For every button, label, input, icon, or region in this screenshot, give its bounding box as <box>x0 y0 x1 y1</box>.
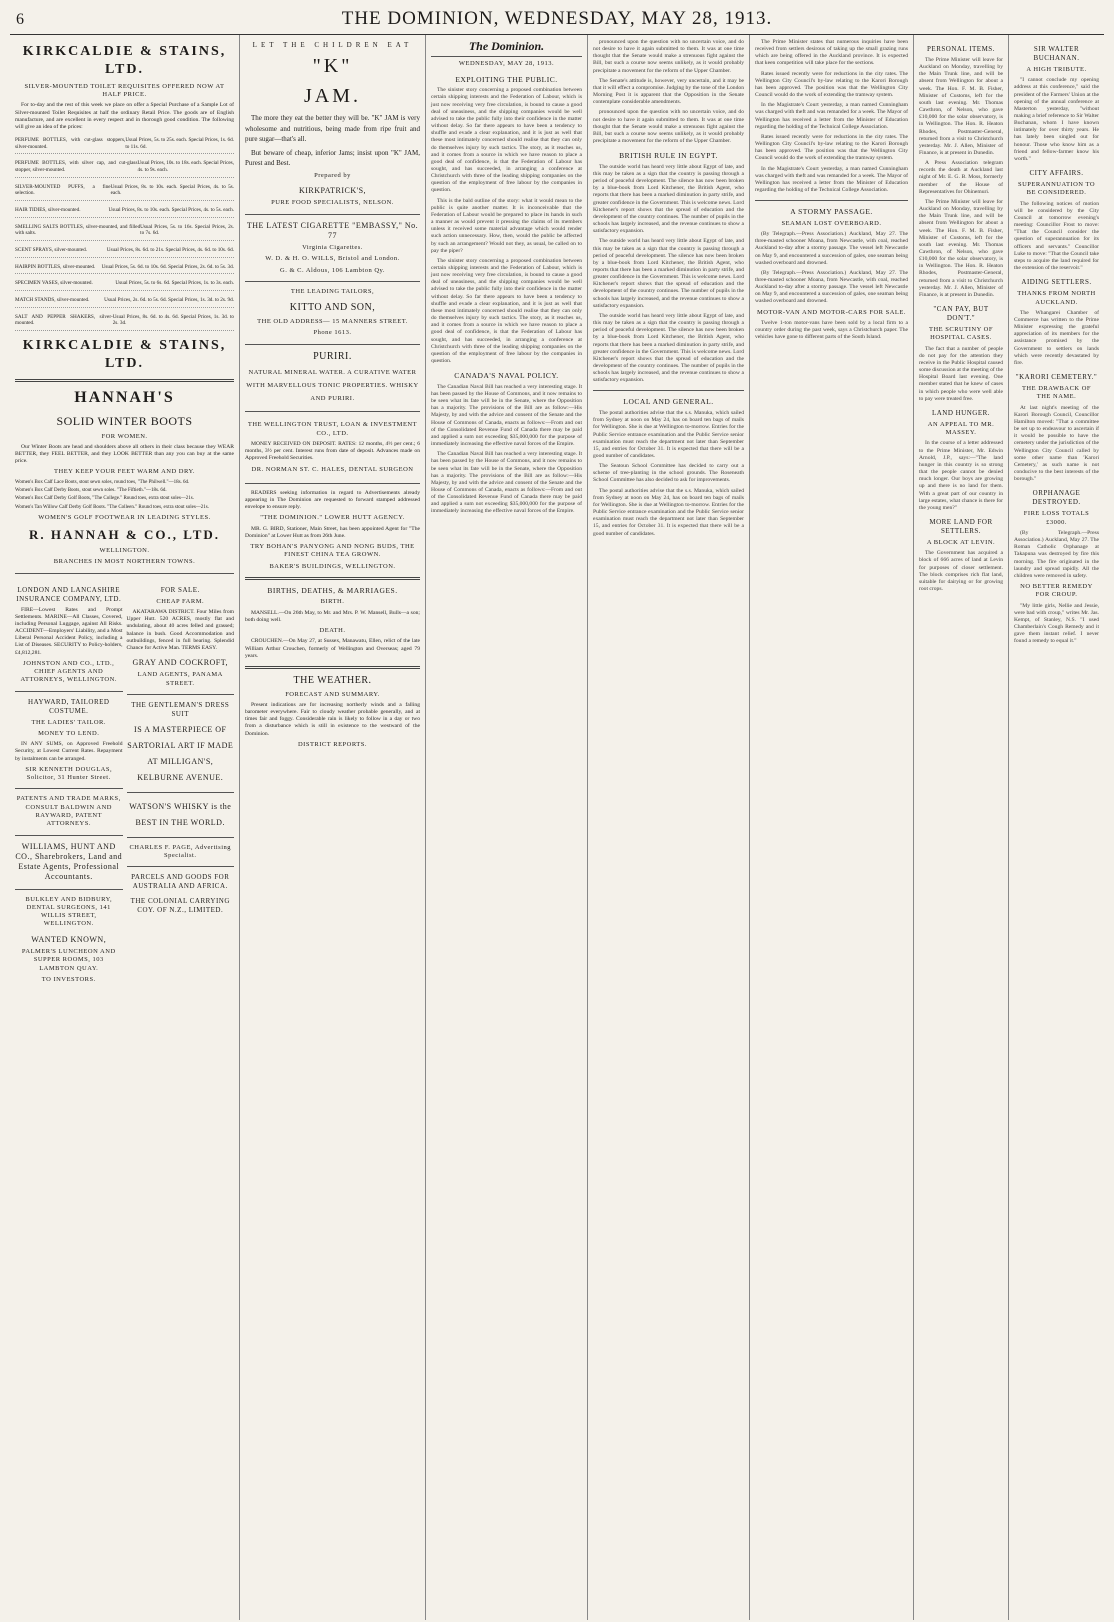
bird-notice: MR. G. BIRD, Stationer, Main Street, has been appointed Agent for "The Dominion" at Lower Hutt as from 26th June. <box>245 525 420 539</box>
croup-body: "My little girls, Nellie and Jessie, were bad with croup," writes Mr. Jas. Kempt, of Stanley, N.S. "I used Chamberlain's Cough Remedy and it gave them instant relief. I never found a remedy to equal it." <box>1014 602 1099 645</box>
col4-intro: pronounced upon the question with no uncertain voice, and do not desire to have it again submitted to them. It was at one time thought that the Senate would make a strenuous fight against the Bill, but such a course now seems unlikely, as it would probably precipitate a movement for the reform of the Upper Chamber. <box>593 39 744 74</box>
investors: TO INVESTORS. <box>41 975 96 983</box>
item-price: Usual Prices, 2s. 6d. to 5s. 6d. Special Prices, 1s. 3d. to 2s. 9d. <box>104 296 234 303</box>
patents: PATENTS AND TRADE MARKS, CONSULT BALDWIN AND RAYWARD, PATENT ATTORNEYS. <box>16 795 121 828</box>
kirkpatrick-sub: PURE FOOD SPECIALISTS, NELSON. <box>271 199 394 207</box>
land-body: In the course of a letter addressed to the Prime Minister, Mr. Edwin Arnold, J.P., says:—"The land hunger in this country is so strong that the people cannot be denied much longer. Our boys are growing up and there is no land for them. With a great part of our country in large estates, what chance is there for the young men?" <box>919 440 1003 511</box>
kirkcaldie-footer: KIRKCALDIE & STAINS, LTD. <box>22 337 227 371</box>
item-name: SALT AND PEPPER SHAKERS, silver-mounted. <box>15 313 113 327</box>
births-heading: BIRTHS, DEATHS, & MARRIAGES. <box>267 585 398 595</box>
land-sub: AN APPEAL TO MR. MASSEY. <box>927 420 995 437</box>
city-body: The following notices of motion will be considered by the City Council at tomorrow evening's meeting: Councillor Frost to move: "That the Council consider the question of superannuation for its officers and servants." Councillor Luke to move: "That the Council take steps to acquire the land required for the extension of the reservoir." <box>1014 200 1099 272</box>
personal-body-3: The Prime Minister will leave for Auckland on Monday, travelling by the Main Trunk line, and will be absent from Wellington for about a week. The Hon. F. M. B. Fisher, Minister of Customs, left for the south last evening. Mr. Thomas Cawthron, of Nelson, who gave £10,000 for the solar observatory, is in Wellington. The Hon. R. Heaton Rhodes, Postmaster-General, returned from a visit to Christchurch yesterday. Mr. J. Allen, Minister of Finance, is at present in Dunedin. <box>919 198 1003 298</box>
price-item <box>15 184 234 201</box>
hannah-branches: BRANCHES IN MOST NORTHERN TOWNS. <box>53 558 196 566</box>
embassy-title: THE LATEST CIGARETTE "EMBASSY," No. 77 <box>246 220 419 240</box>
carrying: THE COLONIAL CARRYING COY. OF N.Z., LIMITED. <box>130 897 230 915</box>
exploiting-heading: EXPLOITING THE PUBLIC. <box>455 74 558 84</box>
column-1 <box>10 35 240 1620</box>
hannah-city: WELLINGTON. <box>99 547 150 555</box>
money-lend: MONEY TO LEND. <box>38 729 100 737</box>
hannah-intro: Our Winter Boots are head and shoulders above all others in their class because they WEAR BETTER, they FEEL BETTER, and they LOOK BETTER than any you can buy at the same price. <box>15 443 234 465</box>
buchanan-heading: SIR WALTER BUCHANAN. <box>1033 45 1080 62</box>
hayward-sub: THE LADIES' TAILOR. <box>31 718 106 726</box>
column-4 <box>588 35 750 1620</box>
parcels: PARCELS AND GOODS FOR AUSTRALIA AND AFRICA. <box>131 873 230 891</box>
local-heading: LOCAL AND GENERAL. <box>623 397 714 407</box>
stormy-body-2: (By Telegraph.—Press Association.) Auckland, May 27. The three-masted schooner Moana, from Newcastle, with coal, reached Auckland to-day after a stormy passage. The vessel left Newcastle on May 9, and encountered a succession of gales, one seaman being washed overboard and drowned. <box>755 269 908 305</box>
canpay-body: The fact that a number of people do not pay for the attention they receive in the Public Hospital caused some discussion at the meeting of the Hospital Board last evening. One member stated that he knew of cases in which people who were well able to pay were treated free. <box>919 345 1003 402</box>
watson: WATSON'S WHISKY is the BEST IN THE WORLD. <box>129 801 232 827</box>
stormy-heading: A STORMY PASSAGE. <box>790 207 873 217</box>
sale-body: AKATARAWA DISTRICT. Four Miles from Upper Hutt. 520 ACRES, mostly flat and undulating, about 40 acres felled and grassed; balance in bush. Good Accommodation and outbuildings, fenced in full bearing. Splendid Chance for Active Man. TERMS EASY. <box>126 609 234 651</box>
gentleman-body: IS A MASTERPIECE OF SARTORIAL ART IF MADE AT MILLIGAN'S, KELBURNE AVENUE. <box>127 724 234 782</box>
city-sub: SUPERANNUATION TO BE CONSIDERED. <box>1017 181 1096 197</box>
more-land-heading: MORE LAND FOR SETTLERS. <box>929 518 993 535</box>
orphanage-body: (By Telegraph.—Press Association.) Auckland, May 27. The Roman Catholic Orphanage at Takapuna was destroyed by fire this morning. The fire originated in the laundry and spread rapidly. All the children were removed in safety. <box>1014 529 1099 579</box>
exploiting-body: The sinister story concerning a proposed combination between certain shipping interests and the Federation of Labour, which is just now receiving very free circulation, is bound to cause a good deal of uneasiness, and the shipping companies would be well advised to take the public fully into their confidence in the matter without delay. So far there appears to have been a tendency to shuffle and evade a clear explanation, and it is just as well that these most intimately concerned should realise that they can only do themselves injury by such tactics. The story, as it reaches us, and it comes from a source in which we have reason to place a good deal of confidence, is that the Federation of Labour has sought, and has succeeded, in arranging a conference at Christchurch with three of the leading shipping companies on the question of the employment of free labour by the companies in question. <box>431 87 582 194</box>
boot-item: Women's Tan Willow Calf Derby Golf Boots. "The Colleen." Round toes, extra stout soles—21s. <box>15 504 209 510</box>
hayward-title: HAYWARD, TAILORED COSTUME. <box>28 697 110 715</box>
charles: CHARLES F. PAGE, Advertising Specialist. <box>129 843 232 860</box>
item-name: MATCH STANDS, silver-mounted. <box>15 296 90 303</box>
item-name: HAIR TIDIES, silver-mounted. <box>15 207 81 213</box>
palmer: PALMER'S LUNCHEON AND SUPPER ROOMS, 103 LAMBTON QUAY. <box>21 948 116 972</box>
baker: BAKER'S BUILDINGS, WELLINGTON. <box>269 562 396 570</box>
british-body-3: The outside world has heard very little about Egypt of late, and this may be taken as a sign that the country is passing through a period of peaceful development. The silence has now been broken by a blue-book from Lord Kitchener, the British Agent, who reports that there has been a marked diminution in party strife, and greater confidence in the Government. This is welcome news. Lord Kitchener's report shows that the spread of education and the development of the country continues. The number of pupils in the schools has largely increased, and the revenue continues to show a satisfactory expansion. <box>593 312 744 384</box>
canada-body-2: The Canadian Naval Bill has reached a very interesting stage. It has been passed by the House of Commons, and it now remains to be seen what its fate will be in the Senate, where the Opposition has a majority. The provisions of the Bill are as follow:—His Majesty, by and with the advice and consent of the Senate and the House of Commons of Canada, enacts as follows:—From and out of the Consolidated Revenue Fund of Canada there may be paid and applied a sum not exceeding $35,000,000 for the purpose of immediately increasing the effective naval forces of the Empire. <box>431 451 582 515</box>
col1-lower <box>15 580 234 987</box>
british-body: The outside world has heard very little about Egypt of late, and this may be taken as a sign that the country is passing through a period of peaceful development. The silence has now been broken by a blue-book from Lord Kitchener, the British Agent, who reports that there has been a marked diminution in party strife, and greater confidence in the Government. This is welcome news. Lord Kitchener's report shows that the spread of education and the development of the country continues. The number of pupils in the schools has largely increased, and the revenue continues to show a satisfactory expansion. <box>593 163 744 235</box>
forecast-heading: FORECAST AND SUMMARY. <box>285 690 380 698</box>
column-2 <box>240 35 426 1620</box>
item-price: Usual Prices, 8s. to 10s. each. Special Prices, 4s. to 5s. each. <box>108 207 234 213</box>
jam-word: JAM. <box>303 84 361 107</box>
district-heading: DISTRICT REPORTS. <box>297 740 368 748</box>
puriri: PURIRI. <box>313 350 352 362</box>
item-name: SMELLING SALTS BOTTLES, silver-mounted, and filled with salts. <box>15 223 141 237</box>
wellington-trust: THE WELLINGTON TRUST, LOAN & INVESTMENT CO., LTD. <box>247 421 418 437</box>
item-name: SPECIMEN VASES, silver-mounted. <box>15 280 93 287</box>
aiding-body: The Whangarei Chamber of Commerce has written to the Prime Minister expressing the grateful appreciation of its members for the assistance promised by the Government to settlers on lands which were recently devastated by fire. <box>1014 309 1099 366</box>
item-price: Usual Prices, 5s. to 6s. 6d. Special Prices, 1s. to 3s. each. <box>115 280 234 287</box>
embassy-maker: W. D. & H. O. WILLS, Bristol and London. <box>265 255 400 263</box>
bulkley: BULKLEY AND BIDBURY, DENTAL SURGEONS, 141 WILLIS STREET, WELLINGTON. <box>25 895 113 928</box>
item-price: Usual Prices, 8s. 6d. to 21s. Special Prices, 4s. 6d. to 10s. 6d. <box>106 246 234 253</box>
jam-k: "K" <box>312 54 353 77</box>
death-body: CROUCHEN.—On May 27, at Sussex, Manawatu, Ellen, relict of the late William Arthur Crouchen, formerly of Wellington and Overseas; aged 79 years. <box>245 638 420 659</box>
col5-body-3: Rates issued recently were for reductions in the city rates. The Wellington City Council's by-law relating to the Karori Borough has been approved. The position was that the Wellington City Council would do the work of extending the tramway system. <box>755 133 908 162</box>
item-price: Usual Prices, 8s. to 10s. each. Special Prices, 4s. to 5s. each. <box>110 183 234 197</box>
item-price: Usual Prices, 5s. to 25s. each. Special Prices, 1s. 6d. to 11s. 6d. <box>125 137 234 150</box>
embassy-agent: G. & C. Aldous, 106 Lambton Qy. <box>280 266 385 274</box>
dominion-agency: "THE DOMINION." LOWER HUTT AGENCY. <box>260 514 405 522</box>
forecast-body: Present indications are for increasing northerly winds and a falling barometer everywhere. Fair to cloudy weather probable generally, and at times fair and foggy. Considerable rain is likely to follow in a day or two from a disturbance which is still in existence to the westward of the Dominion. <box>245 701 420 737</box>
kenneth: SIR KENNETH DOUGLAS, Solicitor, 31 Hunter Street. <box>25 765 113 782</box>
personal-body: The Prime Minister will leave for Auckland on Monday, travelling by the Main Trunk line, and will be absent from Wellington for about a week. The Hon. F. M. B. Fisher, Minister of Customs, left for the south last evening. Mr. Thomas Cawthron, of Nelson, who gave £10,000 for the solar observatory, is in Wellington. The Hon. R. Heaton Rhodes, Postmaster-General, returned from a visit to Christchurch yesterday. Mr. J. Allen, Minister of Finance, is at present in Dunedin. <box>919 56 1003 156</box>
paper-title: The Dominion. <box>431 39 582 57</box>
item-name: PERFUME BOTTLES, with cut-glass stoppers, silver-mounted. <box>15 137 126 150</box>
item-name: SCENT SPRAYS, silver-mounted. <box>15 246 87 253</box>
kitto: KITTO AND SON, <box>289 302 376 314</box>
col5-body-2: In the Magistrate's Court yesterday, a man named Cunningham was charged with theft and was remanded for a week. The Mayor of Wellington has received a letter from the Minister of Education regarding the holding of the Technical College Association. <box>755 102 908 130</box>
leading-tailors: THE LEADING TAILORS, <box>290 287 375 295</box>
price-item <box>15 224 234 241</box>
readers-notice: READERS seeking information in regard to Advertisements already appearing in The Dominion are requested to forward stamped addressed envelope to ensure reply. <box>245 489 420 511</box>
wanted: WANTED KNOWN, <box>31 934 107 944</box>
gray-title: GRAY AND COCKROFT, <box>132 657 229 667</box>
block-sub: A BLOCK AT LEVIN. <box>926 538 996 546</box>
hannah-for: FOR WOMEN. <box>101 432 148 440</box>
jam-let: LET THE CHILDREN EAT <box>252 41 413 49</box>
masthead-title: THE DOMINION, WEDNESDAY, MAY 28, 1913. <box>341 8 773 29</box>
karori-heading: "KARORI CEMETERY." <box>1015 373 1098 382</box>
orphanage-sub: FIRE LOSS TOTALS £3000. <box>1023 510 1090 526</box>
boot-list <box>15 480 234 512</box>
col4-body: The Senate's attitude is, however, very uncertain, and it may be that it will effect a compromise. Judging by the tone of the London Morning Post it is apparent that the Opposition in the Senate contemplate considerable amendments. <box>593 77 744 106</box>
trust-body: MONEY RECEIVED ON DEPOSIT. RATES: 12 months, 4½ per cent.; 6 months, 3½ per cent. Interest runs from date of deposit. Advances made on Approved Freehold Securities. <box>245 441 420 462</box>
item-price: Usual Prices, 5s. 6d. to 10s. 6d. Special Prices, 2s. 6d. to 5s. 3d. <box>101 263 234 270</box>
price-item <box>15 264 234 275</box>
item-name: SILVER-MOUNTED PUFFS, a fine selection. <box>15 183 111 197</box>
col5-body-4: In the Magistrate's Court yesterday, a man named Cunningham was charged with theft and was remanded for a week. The Mayor of Wellington has received a letter from the Minister of Education regarding the holding of the Technical College Association. <box>755 165 908 193</box>
price-item <box>15 280 234 291</box>
hannah-subtitle: SOLID WINTER BOOTS <box>56 414 193 429</box>
puriri-body: NATURAL MINERAL WATER. A CURATIVE WATER WITH MARVELLOUS TONIC PROPERTIES. WHISKY AND PURIRI. <box>246 369 419 403</box>
death-label: DEATH. <box>319 627 346 635</box>
exploiting-body-3: The sinister story concerning a proposed combination between certain shipping interests and the Federation of Labour, which is just now receiving very free circulation, is bound to cause a good deal of uneasiness, and the shipping companies would be well advised to take the public fully into their confidence in the matter without delay. So far there appears to have been a tendency to shuffle and evade a clear explanation, and it is just as well that these most intimately concerned should realise that they can only do themselves injury by such tactics. The story, as it reaches us, and it comes from a source in which we have reason to place a good deal of confidence, is that the Federation of Labour has sought, and has succeeded, in arranging a conference at Christchurch with three of the leading shipping companies on the question of the employment of free labour by the companies in question. <box>431 257 582 365</box>
motor-body: Twelve 1-ton motor-vans have been sold by a local firm to a country order during the past week, says a Christchurch paper. The vehicles have gone to different parts of the South Island. <box>755 319 908 341</box>
boot-item: Women's Box Calf Derby Golf Boots, "The College." Round toes, extra stout soles—21s. <box>15 496 195 502</box>
canada-body: The Canadian Naval Bill has reached a very interesting stage. It has been passed by the House of Commons, and it now remains to be seen what its fate will be in the Senate, where the Opposition has a majority. The provisions of the Bill are as follow:—His Majesty, by and with the advice and consent of the Senate and the House of Commons of Canada, enacts as follows:—From and out of the Consolidated Revenue Fund of Canada there may be paid and applied a sum not exceeding $35,000,000 for the purpose of immediately increasing the effective naval forces of the Empire. <box>431 383 582 448</box>
item-price: Usual Prices, 8s. 6d. to 4s. 6d. Special Prices, 1s. 3d. to 2s. 3d. <box>112 313 234 327</box>
kitto-address: THE OLD ADDRESS— 15 MANNERS STREET. <box>257 318 408 326</box>
aiding-sub: THANKS FROM NORTH AUCKLAND. <box>1017 290 1096 306</box>
column-3 <box>426 35 588 1620</box>
column-6 <box>914 35 1009 1620</box>
local-body-2: The Seatoun School Committee has decided to carry out a scheme of tree-planting in the school grounds. The Roseneath School Committee has also decided to ask for improvements. <box>593 463 744 484</box>
col4-intro-2: pronounced upon the question with no uncertain voice, and do not desire to have it again submitted to them. It was at one time thought that the Senate would make a strenuous fight against the Bill, but such a course now seems unlikely, as it would probably precipitate a movement for the reform of the Upper Chamber. <box>593 109 744 145</box>
canada-heading: CANADA'S NAVAL POLICY. <box>454 371 559 381</box>
croup-heading: NO BETTER REMEDY FOR CROUP. <box>1020 582 1093 599</box>
kirkcaldie-subtitle: SILVER-MOUNTED TOILET REQUISITES OFFERED NOW AT HALF PRICE. <box>24 82 225 99</box>
price-item <box>15 207 234 218</box>
item-price: Usual Prices, 10s. to 18s. each. Special Prices, 4s. to 9s. each. <box>137 160 234 174</box>
canpay-heading: "CAN PAY, BUT DON'T." <box>933 305 989 323</box>
karori-body: At last night's meeting of the Karori Borough Council, Councillor Hamilton moved: "That a committee be set up to endeavour to ascertain if it would be possible to have the cemetery under the jurisdiction of the Wellington City Council called by some other name than 'Karori Cemetery,' as such name is not conducive to the best interests of the borough." <box>1014 404 1099 483</box>
karori-sub: THE DRAWBACK OF THE NAME. <box>1021 385 1092 401</box>
page-number: 6 <box>16 11 24 28</box>
gentleman-title: THE GENTLEMAN'S DRESS SUIT <box>131 700 230 718</box>
city-heading: CITY AFFAIRS. <box>1029 169 1084 178</box>
col5-body: Rates issued recently were for reductions in the city rates. The Wellington City Council's by-law relating to the Karori Borough has been approved. The position was that the Wellington City Council would do the work of extending the tramway system. <box>755 70 908 99</box>
tribute-sub: A HIGH TRIBUTE. <box>1026 65 1087 73</box>
kirkcaldie-intro: For to-day and the rest of this week we place on offer a Special Purchase of a Sample Lot of Silver-mounted Toilet Requisites at half the ordinary Retail Price. The goods are of English manufacture, and are excellent in every respect and in thorough good condition. The following will give an idea of the prices: <box>15 102 234 130</box>
block-body: The Government has acquired a block of 666 acres of land at Levin for purposes of closer settlement. The block comprises rich flat land, suitable for dairying or for growing root crops. <box>919 550 1003 593</box>
land-heading: LAND HUNGER. <box>931 408 991 417</box>
sale-farm: CHEAP FARM. <box>156 597 205 605</box>
motor-heading: MOTOR-VAN AND MOTOR-CARS FOR SALE. <box>756 308 906 316</box>
london-body: FIRE—Lowest Rates and Prompt Settlements. MARINE—All Classes, Covered, including Personal Luggage, against All Risks. ACCIDENT—Employers' Liability, and a Most Liberal Personal Accident Policy, including a List of Diseases. SECURITY to Policy-holders, £4,812,281. <box>15 606 123 656</box>
stormy-body: (By Telegraph.—Press Association.) Auckland, May 27. The three-masted schooner Moana, from Newcastle, with coal, reached Auckland to-day after a stormy passage. The vessel left Newcastle on May 9, and encountered a succession of gales, one seaman being washed overboard and drowned. <box>755 231 908 266</box>
price-item <box>15 160 234 177</box>
columns <box>10 35 1104 1620</box>
bohan: TRY BOHAN'S PANYONG AND NONG BUDS, THE FINEST CHINA TEA GROWN. <box>250 542 415 559</box>
stormy-sub: SEAMAN LOST OVERBOARD. <box>781 219 882 227</box>
birth-body: MANSELL.—On 26th May, to Mr. and Mrs. P. W. Mansell, Bulls—a son; both doing well. <box>245 609 420 623</box>
column-7 <box>1009 35 1104 1620</box>
item-name: PERFUME BOTTLES, with silver cap, and cut-glass stopper, silver-mounted. <box>15 160 138 174</box>
personal-body-2: A Press Association telegram records the death at Auckland last night of Mr. E. G. B. Moss, formerly member of the House of Representatives for Ohinemuri. <box>919 160 1003 195</box>
money-body: IN ANY SUMS, on Approved Freehold Security, at Lowest Current Rates. Repayment by instalments can be arranged. <box>15 741 123 762</box>
birth-label: BIRTH. <box>320 598 345 606</box>
item-name: HAIRPIN BOTTLES, silver-mounted. <box>15 263 96 270</box>
kirkpatrick: KIRKPATRICK'S, <box>298 185 367 195</box>
masthead <box>10 6 1104 35</box>
embassy-sub: Virginia Cigarettes. <box>302 243 363 251</box>
canpay-sub: THE SCRUTINY OF HOSPITAL CASES. <box>929 326 993 342</box>
jam-prepared: Prepared by <box>314 171 351 179</box>
price-item <box>15 297 234 308</box>
london-title: LONDON AND LANCASHIRE INSURANCE COMPANY, LTD. <box>16 585 122 603</box>
williams: WILLIAMS, HUNT AND CO., Sharebrokers, Land and Estate Agents, Professional Accountants. <box>15 841 123 882</box>
price-item <box>15 314 234 331</box>
orphanage-heading: ORPHANAGE DESTROYED. <box>1032 489 1081 507</box>
hannah-tagline: THEY KEEP YOUR FEET WARM AND DRY. <box>54 468 195 476</box>
jam-beware: But beware of cheap, inferior Jams; insist upon "K" JAM, Purest and Best. <box>245 148 420 168</box>
price-item <box>15 247 234 258</box>
aiding-heading: AIDING SETTLERS. <box>1021 278 1092 287</box>
personal-heading: PERSONAL ITEMS. <box>927 45 995 53</box>
british-body-2: The outside world has heard very little about Egypt of late, and this may be taken as a sign that the country is passing through a period of peaceful development. The silence has now been broken by a blue-book from Lord Kitchener, the British Agent, who reports that there has been a marked diminution in party strife, and greater confidence in the Government. This is welcome news. Lord Kitchener's report shows that the spread of education and the development of the country continues. The number of pupils in the schools has largely increased, and the revenue continues to show a satisfactory expansion. <box>593 238 744 309</box>
gray-sub: LAND AGENTS, PANAMA STREET. <box>137 671 223 687</box>
kitto-phone: Phone 1613. <box>313 329 352 337</box>
local-body-3: The postal authorities advise that the s.s. Manuka, which sailed from Sydney at noon on May 24, has on board ten bags of mails for Wellington. She is due at Wellington to-morrow. Entries for the Public Service entrance examination and the Public Service senior examination must reach the department not later than September 15, and entries for October 31. It is expected that there will be a good number of candidates. <box>593 487 744 537</box>
local-body: The postal authorities advise that the s.s. Manuka, which sailed from Sydney at noon on May 24, has on board ten bags of mails for Wellington. She is due at Wellington to-morrow. Entries for the Public Service entrance examination and the Public Service senior examination must reach the department not later than September 15, and entries for October 31. It is expected that there will be a good number of candidates. <box>593 410 744 459</box>
hannah-company: R. HANNAH & CO., LTD. <box>28 526 221 542</box>
col5-intro: The Prime Minister states that numerous inquiries have been received from settlers desirous of taking up the small grazing runs which are being offered in the Auckland province. It is expected that keen competition will take place for the sections. <box>755 39 908 67</box>
weather-heading: THE WEATHER. <box>293 674 372 686</box>
toilet-price-list <box>15 137 234 331</box>
hannah-title: HANNAH'S <box>74 388 175 406</box>
british-heading: BRITISH RULE IN EGYPT. <box>619 151 718 161</box>
exploiting-body-2: This is the bald outline of the story: what it would mean to the public is quite another matter. It is inconceivable that the Federation of Labour would be prepared to place its hands in such a manner as would prevent it pressing the claims of its members unless it received some material advantage which would render such action unnecessary. How, then, would the public be affected by such an arrangement? Would not they, as usual, be called on to pay the piper? <box>431 197 582 254</box>
buchanan-body: "I cannot conclude my opening address at this conference," said the president of the Farmers' Union at the opening of the annual conference at Masterton yesterday, "without making a brief reference to Sir Walter Buchanan, whom I have known intimately for over thirty years. He has lately been singled out for honour. Those who know him as a friend and fellow-farmer know his worth." <box>1014 77 1099 162</box>
kirkcaldie-title: KIRKCALDIE & STAINS, LTD. <box>22 44 227 77</box>
column-5 <box>750 35 914 1620</box>
leader-date: WEDNESDAY, MAY 28, 1913. <box>458 60 555 68</box>
norman: DR. NORMAN ST. C. HALES, DENTAL SURGEON <box>251 465 414 473</box>
jam-body: The more they eat the better they will be. "K" JAM is very wholesome and nutritious, being made from ripe fruit and pure sugar—that's all. <box>245 114 420 144</box>
item-price: Usual Prices, 5s. to 16s. Special Prices, 2s. to 7s. 6d. <box>140 223 234 237</box>
hannah-footwear: WOMEN'S GOLF FOOTWEAR IN LEADING STYLES. <box>38 514 211 522</box>
sale-title: FOR SALE. <box>160 585 200 594</box>
london-agents: JOHNSTON AND CO., LTD., CHIEF AGENTS AND ATTORNEYS, WELLINGTON. <box>20 659 117 684</box>
boot-item: Women's Box Calf Derby Boots, stout sewn soles. "The Fiftieth."—18s. 6d. <box>15 488 167 494</box>
price-item <box>15 137 234 154</box>
boot-item: Women's Box Calf Lace Boots, stout sewn soles, round toes, "The Philwell."—18s. 6d. <box>15 479 190 485</box>
